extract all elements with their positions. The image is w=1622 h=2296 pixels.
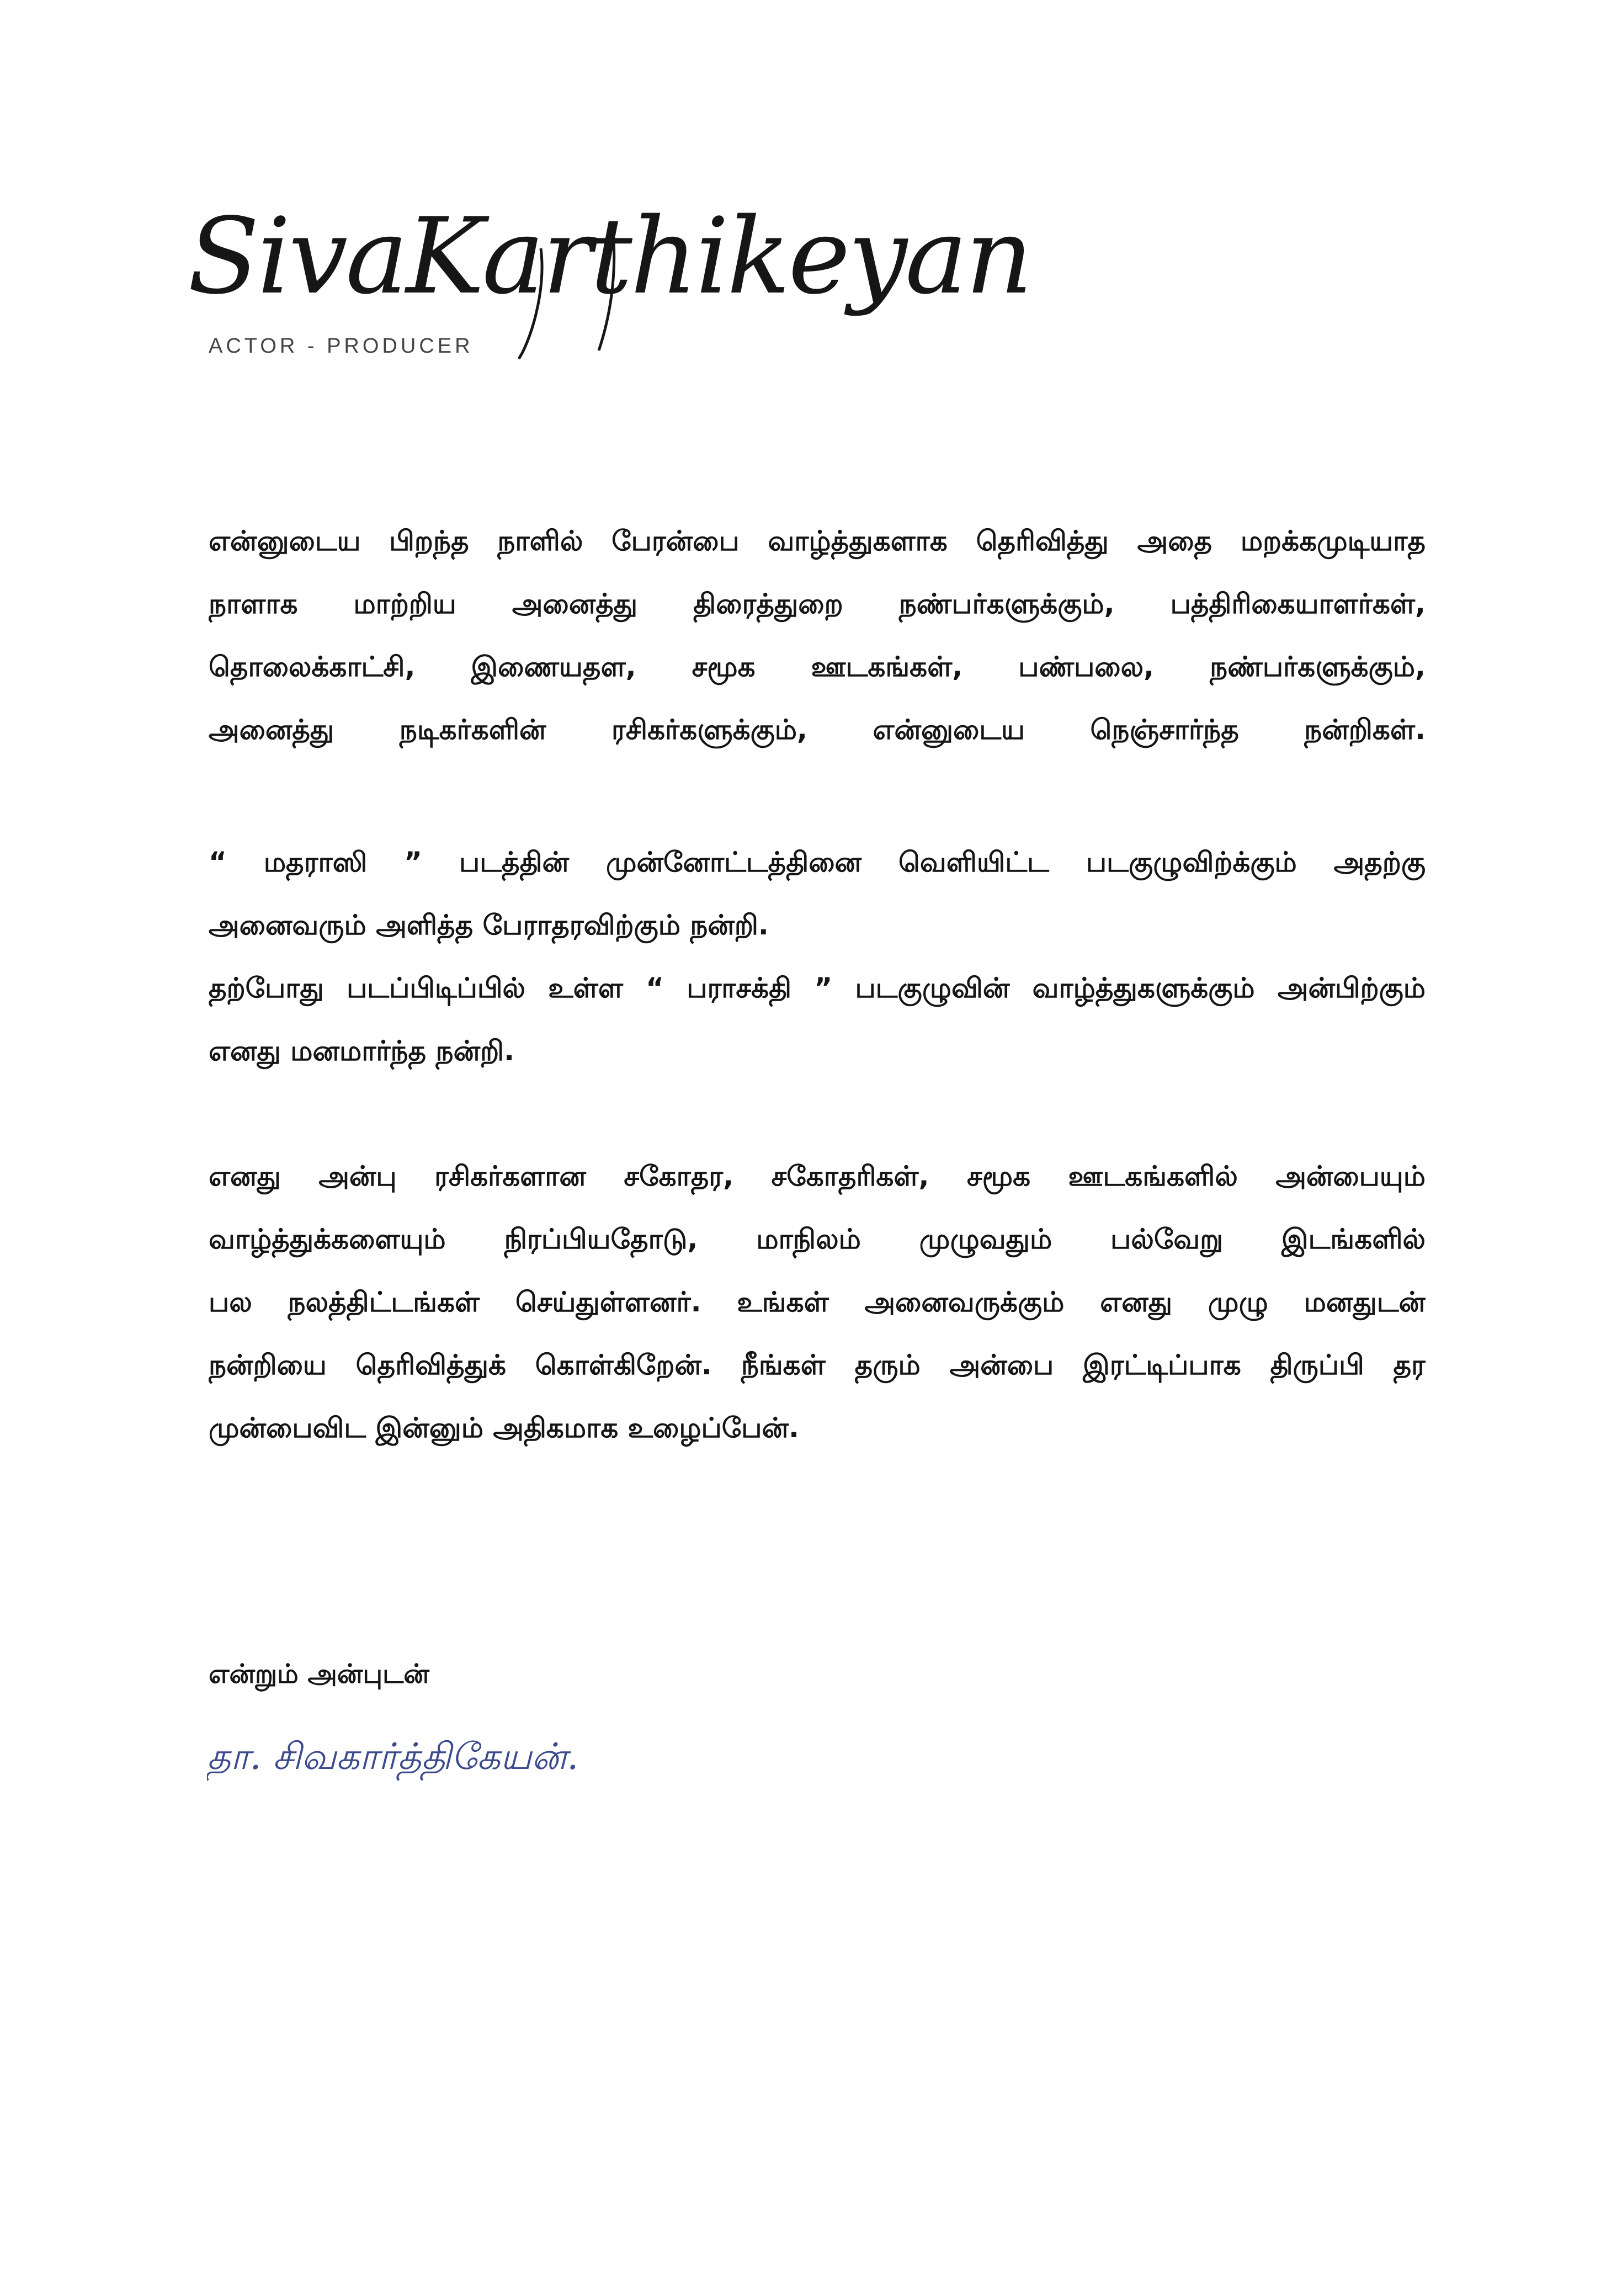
paragraph-line: என்னுடைய பிறந்த நாளில் பேரன்பை வாழ்த்துகளாக தெரிவித்து அதை மறக்கமுடியாத [209,525,1426,557]
letterhead [188,182,1031,381]
paragraph-line: தற்போது படப்பிடிப்பில் உள்ள “ பராசக்தி ” படகுழுவின் வாழ்த்துகளுக்கும் அன்பிற்கும் [209,972,1426,1004]
letterhead-tagline: ACTOR - PRODUCER [209,334,474,358]
paragraph-line: முன்பைவிட இன்னும் அதிகமாக உழைப்பேன். [209,1412,799,1444]
paragraph-fans-thanks [209,1145,1426,1459]
paragraph-birthday-thanks [209,509,1426,761]
paragraph-line: நன்றியை தெரிவித்துக் கொள்கிறேன். நீங்கள் தரும் அன்பை இரட்டிப்பாக திருப்பி தர [209,1349,1426,1381]
paragraph-line: எனது அன்பு ரசிகர்களான சகோதர, சகோதரிகள், சமூக ஊடகங்களில் அன்பையும் [209,1160,1426,1192]
paragraph-line: அனைத்து நடிகர்களின் ரசிகர்களுக்கும், என்னுடைய நெஞ்சார்ந்த நன்றிகள். [209,714,1426,746]
closing-salutation: என்றும் அன்புடன் [209,1659,429,1689]
paragraph-line: எனது மனமார்ந்த நன்றி. [209,1035,515,1067]
paragraph-line: நாளாக மாற்றிய அனைத்து திரைத்துறை நண்பர்களுக்கும், பத்திரிகையாளர்கள், [209,588,1426,620]
paragraph-film-thanks [209,831,1426,1082]
paragraph-line: அனைவரும் அளித்த பேராதரவிற்கும் நன்றி. [209,909,769,941]
handwritten-signature [207,1719,648,1797]
paragraph-line: “ மதராஸி ” படத்தின் முன்னோட்டத்தினை வெளியிட்ட படகுழுவிற்க்கும் அதற்கு [209,846,1426,878]
name-logo-text: SivaKarthikeyan [188,195,1031,317]
signature-text: தா. சிவகார்த்திகேயன். [207,1735,579,1778]
paragraph-line: பல நலத்திட்டங்கள் செய்துள்ளனர். உங்கள் அனைவருக்கும் எனது முழு மனதுடன் [209,1286,1426,1318]
paragraph-line: வாழ்த்துக்களையும் நிரப்பியதோடு, மாநிலம் முழுவதும் பல்வேறு இடங்களில் [209,1223,1426,1255]
paragraph-line: தொலைக்காட்சி, இணையதள, சமூக ஊடகங்கள், பண்பலை, நண்பர்களுக்கும், [209,651,1426,683]
